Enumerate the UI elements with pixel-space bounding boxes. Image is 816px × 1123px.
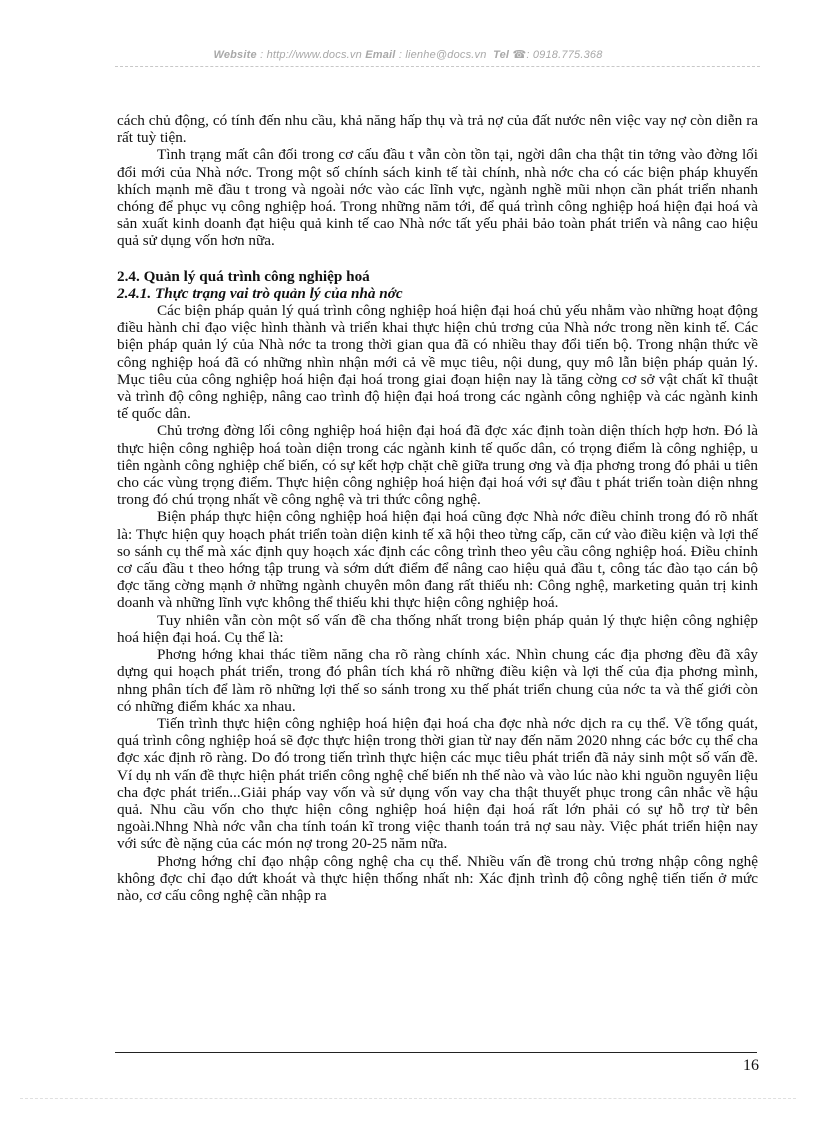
paragraph: Tiến trình thực hiện công nghiệp hoá hiện đại hoá cha đợc nhà nớc dịch ra cụ thể. Về tổng quát, quá trình công nghiệp hoá sẽ đợc thực hiện trong thời gian từ nay đến năm 2020 nhng các bớc cụ thể cha đợc xác định rõ ràng. Do đó trong tiến trình thực hiện các mục tiêu phát triển đã nảy sinh một số vấn đề. Ví dụ nh vấn đề thực hiện phát triển công nghệ chế biến nh thế nào và vào lúc nào khi nguồn nguyên liệu cha đợc phát triển...Giải pháp vay vốn và sử dụng vốn vay cha thật thuyết phục trong cân nhắc về hậu quả. Nhu cầu vốn cho thực hiện công nghiệp hoá hiện đại hoá rất lớn phải có sự hỗ trợ từ bên ngoài.Nhng Nhà nớc vẫn cha tính toán kĩ trong việc thanh toán trả nợ sau này. Việc phát triển hiện nay với sức đè nặng của các món nợ trong 20-25 năm nữa.	[117, 714, 758, 853]
email-label: Email	[365, 49, 396, 61]
page-number: 16	[743, 1057, 759, 1074]
phone-icon: ☎	[512, 49, 527, 61]
tel-label: Tel	[493, 49, 510, 61]
website-value[interactable]: : http://www.docs.vn	[260, 49, 362, 61]
document-body	[117, 112, 758, 904]
subsection-heading: 2.4.1. Thực trạng vai trò quản lý của nhà nớc	[117, 284, 403, 302]
page-header	[0, 48, 816, 61]
paragraph: Phơng hớng khai thác tiềm năng cha rõ ràng chính xác. Nhìn chung các địa phơng đều đã xây dựng qui hoạch phát triển, trong đó phân tích khá rõ những điều kiện và lợi thế của địa phơng mình, nhng phân tích để làm rõ những lợi thế so sánh trong xu thế phát triển chung của nớc ta và thế giới còn có những điểm khác xa nhau.	[117, 646, 758, 715]
page-bottom-divider	[20, 1098, 796, 1099]
paragraph: Tuy nhiên vẫn còn một số vấn đề cha thống nhất trong biện pháp quản lý thực hiện công nghiệp hoá hiện đại hoá. Cụ thể là:	[117, 611, 758, 646]
footer-divider	[115, 1052, 757, 1053]
section-heading: 2.4. Quản lý quá trình công nghiệp hoá	[117, 267, 370, 285]
paragraph: Biện pháp thực hiện công nghiệp hoá hiện đại hoá cũng đợc Nhà nớc điều chỉnh trong đó rõ nhất là: Thực hiện quy hoạch phát triển toàn diện kinh tế xã hội theo từng cấp, căn cứ vào điều kiện và lợi thế so sánh cụ thể mà xác định quy hoạch xác định các công trình theo yêu cầu công nghiệp hoá. Điều chỉnh cơ cấu đầu t theo hớng tập trung và sớm dứt điểm để nâng cao hiệu quả đầu t, công tác đào tạo cán bộ đợc tăng cờng mạnh ở những ngành chuyên môn đang rất thiếu nh: Công nghệ, marketing quản trị kinh doanh và những lĩnh vực không thể thiếu khi thực hiện công nghiệp hoá.	[117, 508, 758, 612]
paragraph: Chủ trơng đờng lối công nghiệp hoá hiện đại hoá đã đợc xác định toàn diện thích hợp hơn. Đó là thực hiện công nghiệp hoá toàn diện trong các ngành kinh tế quốc dân, có trọng điểm là công nghiệp, u tiên ngành công nghiệp chế biến, có sự kết hợp chặt chẽ giữa trung ơng và địa phơng trong đó phải u tiên cho các vùng trọng điểm. Thực hiện công nghiệp hoá hiện đại hoá với sự đầu t phát triển toàn diện nhng trong đó chú trọng nhất về công nghệ và tri thức công nghệ.	[117, 422, 758, 509]
paragraph: Tình trạng mất cân đối trong cơ cấu đầu t vẫn còn tồn tại, ngời dân cha thật tin tởng vào đờng lối đổi mới của Nhà nớc. Trong một số chính sách kinh tế tài chính, nhà nớc cha có các biện pháp khuyến khích mạnh mẽ đầu t trong và ngoài nớc vào các lĩnh vực, ngành nghề mũi nhọn cần phát triển nhanh chóng để phục vụ công nghiệp hoá. Trong những năm tới, để quá trình công nghiệp hoá hiện đại hoá và sản xuất kinh doanh đạt hiệu quả kinh tế cao Nhà nớc tất yếu phải bảo toàn phát triển và nâng cao hiệu quả sử dụng vốn hơn nữa.	[117, 146, 758, 250]
website-label: Website	[213, 49, 257, 61]
tel-value: : 0918.775.368	[526, 49, 603, 61]
paragraph: Phơng hớng chỉ đạo nhập công nghệ cha cụ thể. Nhiều vấn đề trong chủ trơng nhập công nghệ không đợc chỉ đạo dứt khoát và thực hiện thống nhất nh: Xác định trình độ công nghệ tiến tiến ở mức nào, cơ cấu công nghệ cần nhập ra	[117, 852, 758, 904]
paragraph: Các biện pháp quản lý quá trình công nghiệp hoá hiện đại hoá chủ yếu nhằm vào những hoạt động điều hành chỉ đạo việc hình thành và triển khai thực hiện chủ trơng của Nhà nớc trong nền kinh tế. Các biện pháp quản lý của Nhà nớc ta trong thời gian qua đã có nhiều thay đổi tiến bộ. Trong nhận thức về công nghiệp hoá đã có những nhìn nhận mới cả về mục tiêu, nội dung, quy mô lẫn biện pháp quản lý. Mục tiêu của công nghiệp hoá hiện đại hoá trong giai đoạn hiện nay là tăng cờng cơ sở vật chất kĩ thuật và trình độ công nghiệp, nâng cao trình độ hiện đại hoá trong các ngành công nghiệp và các ngành kinh tế quốc dân.	[117, 302, 758, 423]
email-value[interactable]: : lienhe@docs.vn	[398, 49, 487, 61]
header-divider	[115, 66, 760, 67]
paragraph: cách chủ động, có tính đến nhu cầu, khả năng hấp thụ và trả nợ của đất nước nên việc vay nợ còn diễn ra rất tuỳ tiện.	[117, 112, 758, 147]
